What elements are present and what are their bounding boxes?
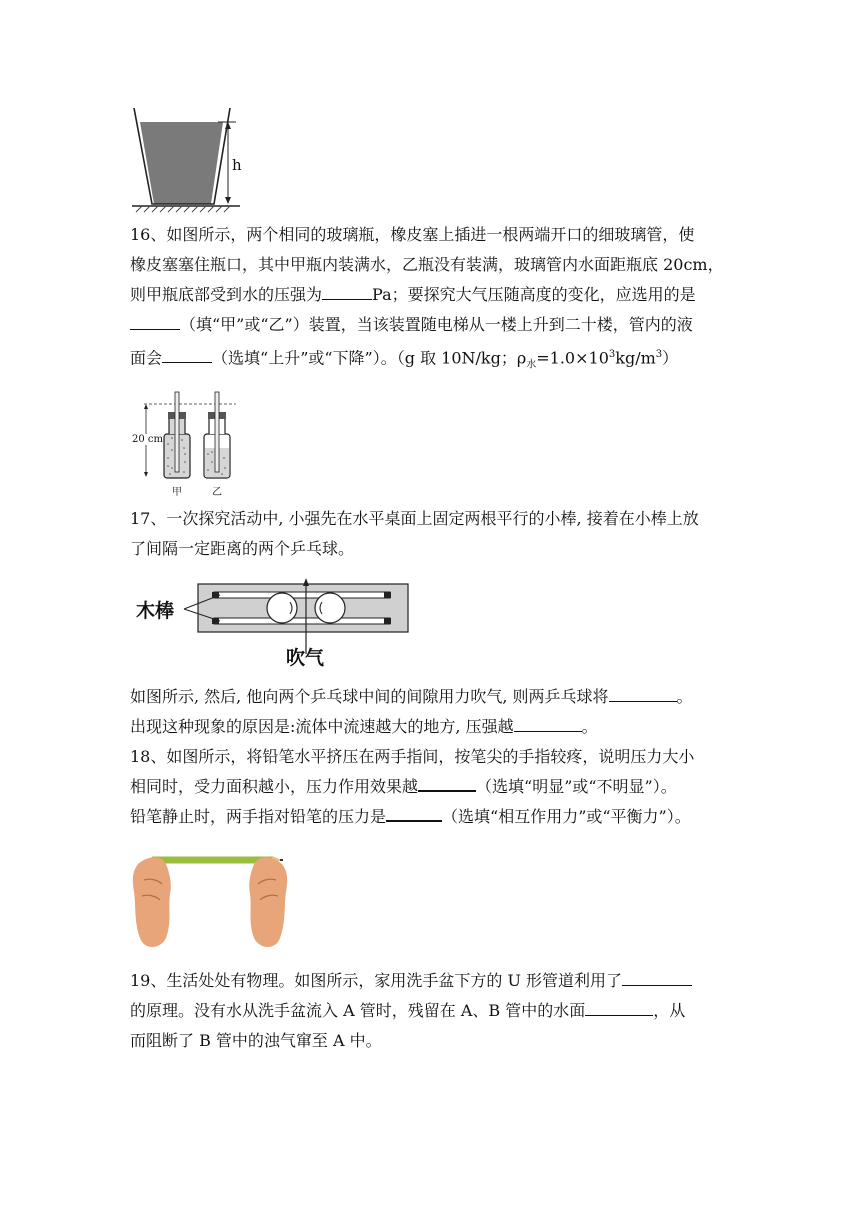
liquid-fill	[140, 122, 223, 204]
answer-blank-pressure[interactable]	[322, 281, 372, 300]
question-19	[130, 966, 730, 1056]
q16-line-3: 则甲瓶底部受到水的压强为 Pa；要探究大气压随高度的变化，应选用的是	[130, 280, 730, 310]
blow-label: 吹气	[286, 647, 325, 669]
q19-line-3: 而阻断了 B 管中的浊气窜至 A 中。	[130, 1031, 382, 1050]
stick-bottom	[214, 618, 390, 624]
dimension-label: 20 cm	[132, 434, 163, 445]
question-16	[130, 220, 730, 370]
q18-line-3: 铅笔静止时，两手指对铅笔的压力是 （选填“相互作用力”或“平衡力”）。	[130, 802, 730, 832]
question-17-text	[130, 682, 730, 742]
bottle-b	[204, 392, 230, 478]
answer-blank-level[interactable]	[162, 344, 212, 363]
question-17	[130, 504, 730, 564]
answer-blank-device[interactable]	[130, 311, 180, 330]
left-hand	[133, 857, 171, 947]
answer-blank-force-type[interactable]	[386, 802, 442, 822]
bottle-a-label: 甲	[172, 487, 182, 498]
q18-line-2: 相同时，受力面积越小，压力作用效果越 （选填“明显”或“不明显”）。	[130, 772, 730, 802]
q16-line-1: 16、如图所示，两个相同的玻璃瓶，橡皮塞上插进一根两端开口的细玻璃管，使	[130, 225, 695, 244]
q17-line-2: 了间隔一定距离的两个乒乓球。	[130, 539, 355, 558]
stick-pointer-lines	[182, 592, 222, 628]
q17-line-4: 出现这种现象的原因是:流体中流速越大的地方, 压强越 。	[130, 712, 730, 742]
q16-line-5: 面会 （选填“上升”或“下降”）。（g 取 10N/kg；$\rho_水=1.0\times 10^3kg/m^3$）	[130, 340, 730, 370]
bottle-a	[164, 392, 190, 478]
pencil-hands-figure	[130, 850, 300, 952]
q16-line-4: （填“甲”或“乙”）装置，当该装置随电梯从一楼上升到二十楼，管内的液	[130, 310, 730, 340]
q17-line-3: 如图所示, 然后, 他向两个乒乓球中间的间隙用力吹气, 则两乒乓球将 。	[130, 682, 730, 712]
container-figure	[128, 104, 248, 216]
question-18	[130, 742, 730, 832]
stick-top	[214, 592, 390, 598]
q19-line-2: 的原理。没有水从洗手盆流入 A 管时，残留在 A、B 管中的水面 ，从	[130, 996, 730, 1026]
q19-line-1: 19、生活处处有物理。如图所示，家用洗手盆下方的 U 形管道利用了	[130, 966, 730, 996]
stick-label: 木棒	[136, 600, 175, 622]
q16-line-2: 橡皮塞塞住瓶口，其中甲瓶内装满水，乙瓶没有装满，玻璃管内水面距瓶底 20cm，	[130, 255, 724, 274]
answer-blank-balls[interactable]	[609, 683, 677, 702]
q18-line-1: 18、如图所示，将铅笔水平挤压在两手指间，按笔尖的手指较疼，说明压力大小	[130, 747, 695, 766]
answer-blank-effect[interactable]	[418, 772, 476, 792]
answer-blank-principle[interactable]	[622, 967, 692, 986]
answer-blank-pressure-trend[interactable]	[514, 713, 582, 732]
height-label: h	[232, 156, 242, 174]
right-hand	[249, 857, 287, 947]
q17-line-1: 17、一次探究活动中, 小强先在水平桌面上固定两根平行的小棒, 接着在小棒上放	[130, 509, 699, 528]
bottle-b-label: 乙	[212, 487, 222, 498]
answer-blank-water-level[interactable]	[585, 997, 653, 1016]
